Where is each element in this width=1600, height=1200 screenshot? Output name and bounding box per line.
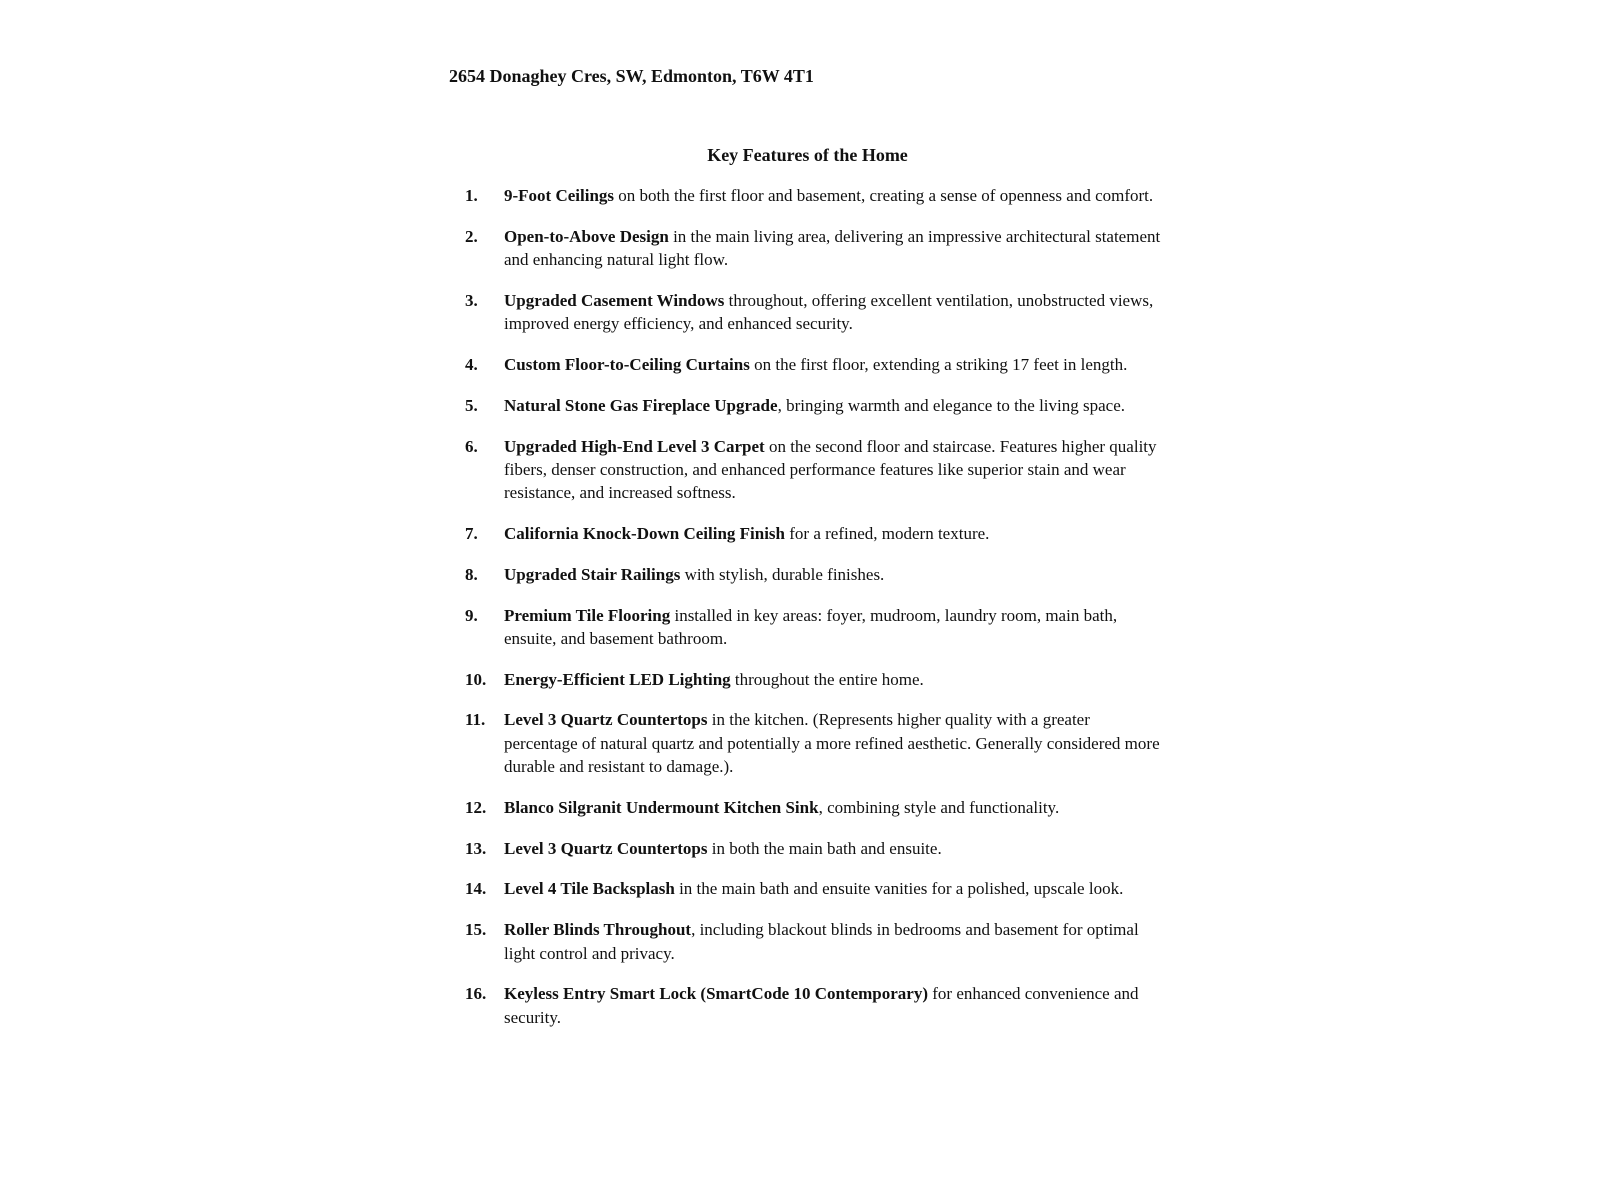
feature-item [465, 877, 1165, 900]
feature-description: installed in key areas: foyer, mudroom, laundry room, main bath, ensuite, and basement bathroom. [504, 605, 1118, 648]
feature-item [465, 796, 1165, 819]
feature-item [465, 353, 1165, 376]
feature-description: for a refined, modern texture. [785, 523, 990, 543]
feature-title: Upgraded High-End Level 3 Carpet [504, 436, 765, 456]
feature-item [465, 604, 1165, 651]
feature-description: with stylish, durable finishes. [680, 564, 885, 584]
feature-number: 15. [465, 920, 487, 940]
feature-number: 11. [465, 710, 486, 730]
feature-number: 12. [465, 797, 487, 817]
feature-number: 7. [465, 523, 478, 543]
feature-number: 8. [465, 564, 478, 584]
feature-item [465, 918, 1165, 965]
feature-title: Upgraded Stair Railings [504, 564, 681, 584]
feature-title: Keyless Entry Smart Lock (SmartCode 10 Contemporary) [504, 984, 928, 1004]
feature-item [465, 522, 1165, 545]
feature-item [465, 435, 1165, 505]
features-list [465, 184, 1165, 1046]
feature-description: in the main bath and ensuite vanities for a polished, upscale look. [674, 879, 1124, 899]
feature-number: 13. [465, 838, 487, 858]
feature-title: Level 3 Quartz Countertops [504, 838, 708, 858]
feature-item [465, 394, 1165, 417]
feature-title: Energy-Efficient LED Lighting [504, 669, 731, 689]
feature-title: California Knock-Down Ceiling Finish [504, 523, 786, 543]
feature-title: Premium Tile Flooring [504, 605, 671, 625]
feature-number: 6. [465, 436, 478, 456]
feature-description: , bringing warmth and elegance to the living space. [777, 395, 1126, 415]
feature-description: in the main living area, delivering an impressive architectural statement and enhancing natural light flow. [504, 226, 1161, 270]
feature-title: Open-to-Above Design [504, 226, 669, 246]
feature-description: , combining style and functionality. [818, 797, 1060, 817]
feature-title: Roller Blinds Throughout [504, 920, 692, 940]
feature-description: throughout the entire home. [730, 669, 924, 689]
feature-number: 4. [465, 354, 478, 374]
feature-number: 2. [465, 226, 478, 246]
feature-title: Level 4 Tile Backsplash [504, 879, 675, 899]
property-address: 2654 Donaghey Cres, SW, Edmonton, T6W 4T1 [449, 66, 814, 86]
feature-description: on the second floor and staircase. Features higher quality fibers, denser construction, and enhanced performance features like superior stain and wear resistance, and increased softness. [504, 436, 1157, 503]
features-heading: Key Features of the Home [707, 145, 908, 165]
feature-description: on the first floor, extending a striking 17 feet in length. [749, 354, 1128, 374]
feature-item [465, 225, 1165, 272]
feature-number: 14. [465, 879, 487, 899]
feature-item [465, 982, 1165, 1029]
feature-description: for enhanced convenience and security. [504, 984, 1139, 1027]
feature-description: throughout, offering excellent ventilation, unobstructed views, improved energy efficiency, and enhanced security. [504, 290, 1154, 334]
feature-number: 3. [465, 290, 478, 310]
feature-item [465, 563, 1165, 586]
feature-description: on both the first floor and basement, creating a sense of openness and comfort. [614, 186, 1154, 205]
feature-number: 16. [465, 984, 487, 1004]
feature-number: 5. [465, 395, 478, 415]
feature-item [465, 708, 1165, 778]
feature-number: 1. [465, 186, 478, 205]
feature-item [465, 289, 1165, 336]
feature-title: Custom Floor-to-Ceiling Curtains [504, 354, 750, 374]
feature-title: Upgraded Casement Windows [504, 290, 725, 310]
feature-item [465, 184, 1165, 207]
feature-title: 9-Foot Ceilings [504, 186, 615, 205]
feature-title: Natural Stone Gas Fireplace Upgrade [504, 395, 778, 415]
feature-title: Level 3 Quartz Countertops [504, 710, 708, 730]
feature-description: in both the main bath and ensuite. [707, 838, 942, 858]
feature-number: 10. [465, 669, 487, 689]
feature-description: , including blackout blinds in bedrooms and basement for optimal light control and privacy. [504, 920, 1139, 963]
feature-title: Blanco Silgranit Undermount Kitchen Sink [504, 797, 819, 817]
feature-description: in the kitchen. (Represents higher quality with a greater percentage of natural quartz and potentially a more refined aesthetic. Generally considered more durable and resistant to damage.). [504, 710, 1160, 777]
feature-item [465, 837, 1165, 860]
feature-item [465, 668, 1165, 691]
feature-number: 9. [465, 605, 478, 625]
